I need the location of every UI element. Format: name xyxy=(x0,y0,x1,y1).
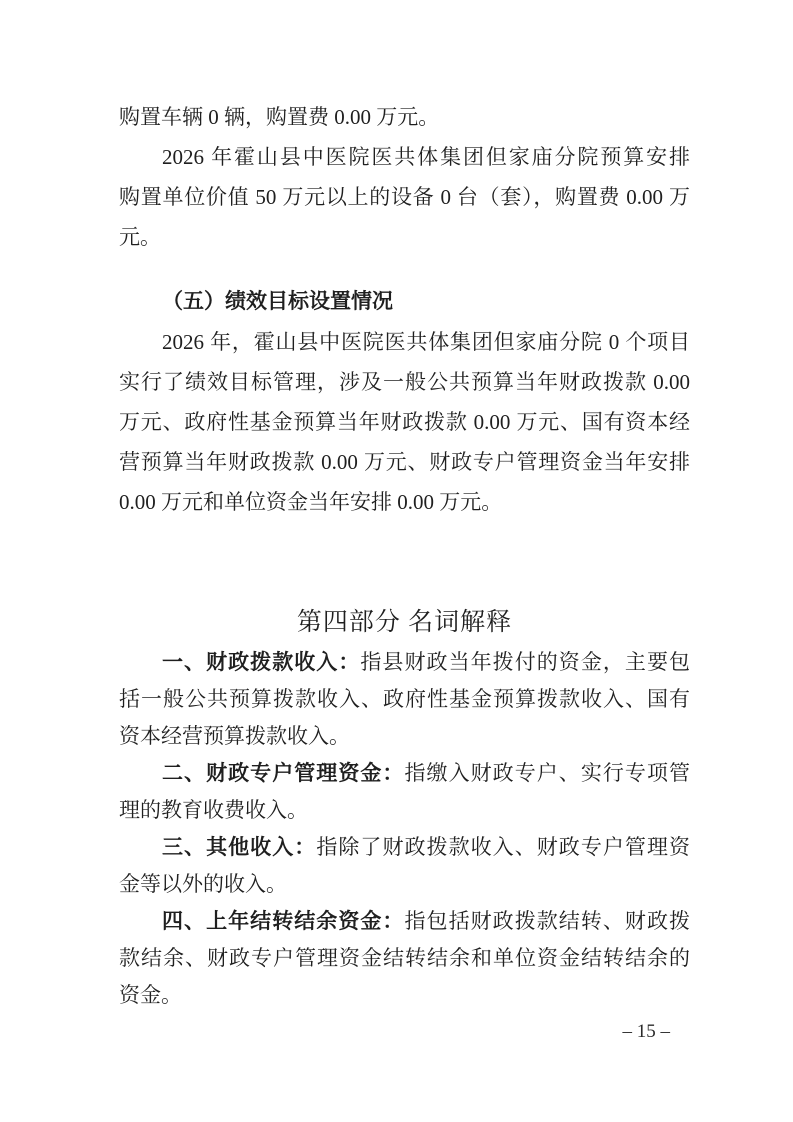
text-line xyxy=(119,792,690,829)
line-text: 指缴入财政专户、实行专项管 xyxy=(404,761,691,785)
line-text: 括一般公共预算拨款收入、政府性基金预算拨款收入、国有 xyxy=(119,687,690,711)
text-line xyxy=(119,866,690,903)
text-line xyxy=(119,718,690,755)
paragraph-equipment-purchase xyxy=(119,137,690,257)
line-text: 指县财政当年拨付的资金，主要包 xyxy=(360,650,690,674)
text-line xyxy=(119,644,690,681)
term-definition-other-income xyxy=(119,829,690,903)
text-line xyxy=(119,903,690,940)
line-text: 元。 xyxy=(119,225,161,249)
line-text: 营预算当年财政拨款 0.00 万元、财政专户管理资金当年安排 xyxy=(119,450,690,474)
text-line xyxy=(119,362,690,402)
line-text: 金等以外的收入。 xyxy=(119,872,287,896)
line-text: 资本经营预算拨款收入。 xyxy=(119,724,350,748)
line-text: 资金。 xyxy=(119,983,182,1007)
term-label: 二、财政专户管理资金： xyxy=(162,762,405,785)
part4-title: 第四部分 名词解释 xyxy=(296,609,513,636)
text-line xyxy=(119,442,690,482)
line-text: 指除了财政拨款收入、财政专户管理资 xyxy=(316,835,691,859)
paragraph-vehicle-purchase xyxy=(119,97,690,137)
text-line xyxy=(119,977,690,1014)
term-label: 一、财政拨款收入： xyxy=(162,651,361,674)
text-line xyxy=(119,755,690,792)
term-definition-fiscal-special-account-funds xyxy=(119,755,690,829)
term-definition-carryover-surplus-funds xyxy=(119,903,690,1014)
line-text: 2026 年霍山县中医院医共体集团但家庙分院预算安排 xyxy=(162,145,690,169)
term-definition-fiscal-appropriation-income xyxy=(119,644,690,755)
text-line xyxy=(119,402,690,442)
line-text: 2026 年，霍山县中医院医共体集团但家庙分院 0 个项目 xyxy=(162,330,690,354)
text-line xyxy=(119,940,690,977)
line-text: 购置车辆 0 辆，购置费 0.00 万元。 xyxy=(119,105,440,129)
term-label: 三、其他收入： xyxy=(162,836,317,859)
text-line xyxy=(119,97,690,137)
text-line xyxy=(119,829,690,866)
text-line xyxy=(119,322,690,362)
line-text: 0.00 万元和单位资金当年安排 0.00 万元。 xyxy=(119,490,503,514)
document-body xyxy=(119,0,690,1014)
line-text: 实行了绩效目标管理，涉及一般公共预算当年财政拨款 0.00 xyxy=(119,370,690,394)
line-text: 款结余、财政专户管理资金结转结余和单位资金结转结余的 xyxy=(119,946,690,970)
text-line xyxy=(119,217,690,257)
text-line xyxy=(119,482,690,522)
text-line xyxy=(119,177,690,217)
section-heading-performance-targets: （五）绩效目标设置情况 xyxy=(162,290,393,313)
line-text: 购置单位价值 50 万元以上的设备 0 台（套），购置费 0.00 万 xyxy=(119,185,690,209)
line-text: 指包括财政拨款结转、财政拨 xyxy=(404,909,691,933)
text-line xyxy=(119,137,690,177)
page-number: – 15 – xyxy=(622,1021,670,1042)
term-label: 四、上年结转结余资金： xyxy=(162,910,405,933)
text-line xyxy=(119,681,690,718)
paragraph-performance-targets xyxy=(119,322,690,522)
line-text: 理的教育收费收入。 xyxy=(119,798,308,822)
line-text: 万元、政府性基金预算当年财政拨款 0.00 万元、国有资本经 xyxy=(119,410,690,434)
